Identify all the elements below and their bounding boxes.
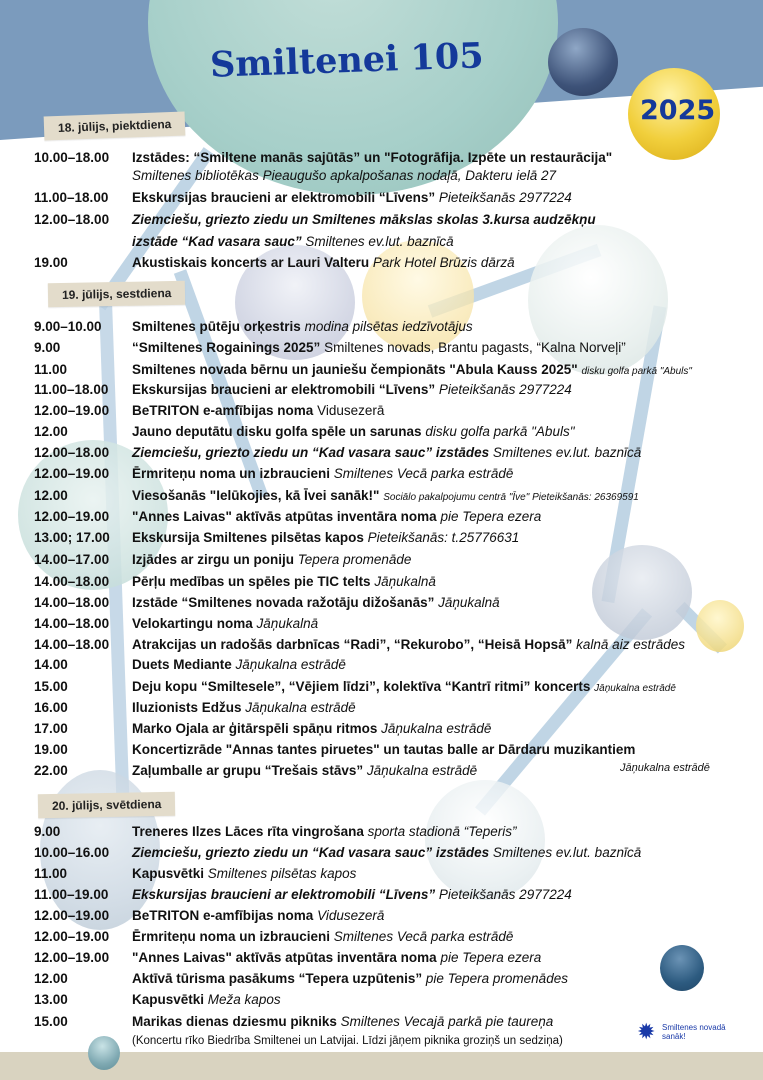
event-place: Smiltenes bibliotēkas Pieaugušo apkalpošanas nodaļā, Dakteru ielā 27 <box>132 168 557 183</box>
event-place: Pieteikšanās: t.25776631 <box>367 530 520 545</box>
logo-star-icon: ✹ <box>637 1019 656 1044</box>
event-title: Koncertizrāde "Annas tantes piruetes" un tautas balle ar Dārdaru muzikantiem <box>132 742 636 757</box>
day-label-2: 19. jūlijs, sestdiena <box>48 281 186 307</box>
event-place: Jāņukalnā <box>374 574 436 589</box>
event-place: Smiltenes ev.lut. baznīcā <box>492 445 642 460</box>
event-title: Izjādes ar zirgu un poniju <box>132 552 295 567</box>
event-time: 14.00–18.00 <box>34 574 110 589</box>
event-time: 12.00 <box>34 971 68 986</box>
event-time: 11.00 <box>34 866 68 881</box>
event-place: Park Hotel Brūzis dārzā <box>372 255 515 270</box>
event-time: 13.00 <box>34 992 68 1007</box>
event-title: Smiltenes novada bērnu un jauniešu čempionāts "Abula Kauss 2025" <box>132 362 578 377</box>
logo-line-2: sanāk! <box>662 1032 686 1041</box>
event-description <box>132 970 568 988</box>
event-place: Jāņukalna estrādē <box>366 763 478 778</box>
event-place: pie Tepera ezera <box>440 950 542 965</box>
event-time: 9.00 <box>34 340 61 355</box>
event-title: Ziemciešu, griezto ziedu un “Kad vasara sauc” izstādes <box>132 845 490 860</box>
event-description <box>132 551 411 569</box>
event-time: 12.00–18.00 <box>34 212 110 227</box>
event-title: Ekskursijas braucieni ar elektromobili “Līvens” <box>132 382 436 397</box>
event-description <box>132 594 500 612</box>
event-place: Jāņukalnā <box>438 595 500 610</box>
event-description <box>132 508 541 526</box>
event-title: Iluzionists Edžus <box>132 700 242 715</box>
event-title: Duets Mediante <box>132 657 232 672</box>
event-time: 12.00–19.00 <box>34 950 110 965</box>
event-place: pie Tepera promenādes <box>425 971 568 986</box>
event-description <box>132 167 556 185</box>
event-description <box>132 886 572 904</box>
event-place: modina pilsētas iedzīvotājus <box>304 319 473 334</box>
event-title: Aktīvā tūrisma pasākums “Tepera uzpūtenis” <box>132 971 423 986</box>
event-title: Deju kopu “Smiltesele”, “Vējiem līdzi”, kolektīva “Kantrī ritmi” koncerts <box>132 679 591 694</box>
event-place: disku golfa parkā "Abuls" <box>581 366 692 377</box>
event-place: Smiltenes Vecajā parkā pie taureņa <box>340 1014 554 1029</box>
footnote <box>132 1032 563 1050</box>
event-title: Ziemciešu, griezto ziedu un Smiltenes mākslas skolas 3.kursa audzēkņu <box>132 212 596 227</box>
event-time: 13.00; 17.00 <box>34 530 110 545</box>
event-time: 11.00–18.00 <box>34 190 109 205</box>
event-description <box>132 949 541 967</box>
event-title: Zaļumballe ar grupu “Trešais stāvs” <box>132 763 364 778</box>
event-title: Viesošanās "Ielūkojies, kā Īvei sanāk!" <box>132 488 380 503</box>
event-description <box>132 823 516 841</box>
event-description <box>132 381 572 399</box>
event-title: Ērmriteņu noma un izbraucieni <box>132 929 331 944</box>
event-time: 12.00–18.00 <box>34 445 110 460</box>
event-title: “Smiltenes Rogainings 2025” <box>132 340 321 355</box>
pearl-navy-decoration <box>548 28 618 96</box>
event-time: 14.00–17.00 <box>34 552 110 567</box>
event-description <box>132 487 639 507</box>
logo-text <box>662 1023 726 1041</box>
event-description <box>132 233 454 251</box>
event-description <box>132 444 641 462</box>
event-place: sporta stadionā “Teperis” <box>367 824 517 839</box>
event-description <box>132 615 318 633</box>
event-place: Smiltenes Vecā parka estrādē <box>333 929 514 944</box>
event-description <box>132 573 436 591</box>
page-title: Smiltenei 105 <box>209 35 485 86</box>
day-label-3: 20. jūlijs, svētdiena <box>38 792 176 818</box>
event-title: Izstāde “Smiltenes novada ražotāju dižošanās” <box>132 595 435 610</box>
event-description <box>132 189 572 207</box>
event-description <box>132 741 635 759</box>
event-time: 10.00–16.00 <box>34 845 110 860</box>
event-place: pie Tepera ezera <box>440 509 542 524</box>
event-title: Ērmriteņu noma un izbraucieni <box>132 466 331 481</box>
event-time: 14.00–18.00 <box>34 595 110 610</box>
event-place: kalnā aiz estrādes <box>576 637 685 652</box>
event-description <box>132 211 596 229</box>
event-time: 9.00–10.00 <box>34 319 102 334</box>
event-time: 11.00–19.00 <box>34 887 109 902</box>
event-description <box>132 254 515 272</box>
event-time: 16.00 <box>34 700 68 715</box>
event-description <box>132 529 519 547</box>
event-title: Kapusvētki <box>132 866 205 881</box>
event-time: 12.00–19.00 <box>34 929 110 944</box>
event-title: Atrakcijas un radošās darbnīcas “Radi”, “Rekurobo”, “Heisā Hopsā” <box>132 637 573 652</box>
event-description <box>132 423 575 441</box>
footnote-text: (Koncertu rīko Biedrība Smiltenei un Latvijai. Līdzi jāņem piknika groziņš un sedziņa) <box>132 1035 563 1047</box>
event-title: Ekskursija Smiltenes pilsētas kapos <box>132 530 364 545</box>
event-place: Pieteikšanās 2977224 <box>438 887 572 902</box>
year-badge: 2025 <box>640 95 716 126</box>
event-time: 12.00–19.00 <box>34 509 110 524</box>
event-description <box>132 928 513 946</box>
event-title: Smiltenes pūtēju orķestris <box>132 319 301 334</box>
event-time: 19.00 <box>34 255 68 270</box>
event-time: 11.00 <box>34 362 68 377</box>
event-description <box>132 149 612 167</box>
event-title: "Annes Laivas" aktīvās atpūtas inventāra noma <box>132 950 437 965</box>
event-time: 11.00–18.00 <box>34 382 109 397</box>
event-title: Treneres Ilzes Lāces rīta vingrošana <box>132 824 364 839</box>
event-title: Kapusvētki <box>132 992 205 1007</box>
event-time: 22.00 <box>34 763 68 778</box>
event-time: 19.00 <box>34 742 68 757</box>
event-place: Jāņukalnā <box>256 616 319 631</box>
event-description <box>132 991 281 1009</box>
event-time: 12.00–19.00 <box>34 466 110 481</box>
event-description <box>132 699 356 717</box>
event-description <box>132 762 477 780</box>
event-time: 12.00–19.00 <box>34 908 110 923</box>
pearl-gray-decoration <box>592 545 692 640</box>
extra-place-note <box>620 759 710 777</box>
event-title: "Annes Laivas" aktīvās atpūtas inventāra noma <box>132 509 437 524</box>
event-time: 12.00 <box>34 488 68 503</box>
event-time: 14.00–18.00 <box>34 637 110 652</box>
event-description <box>132 844 641 862</box>
event-description <box>132 865 356 883</box>
event-place: Vidusezerā <box>317 403 385 418</box>
event-time: 14.00–18.00 <box>34 616 110 631</box>
event-place: disku golfa parkā "Abuls" <box>425 424 575 439</box>
event-time: 14.00 <box>34 657 68 672</box>
event-place: Jāņukalna estrādē <box>235 657 346 672</box>
event-title: izstāde “Kad vasara sauc” <box>132 234 302 249</box>
event-title: BeTRITON e-amfībijas noma <box>132 908 314 923</box>
event-time: 10.00–18.00 <box>34 150 110 165</box>
event-place: Pieteikšanās 2977224 <box>438 382 572 397</box>
event-title: Jauno deputātu disku golfa spēle un sarunas <box>132 424 422 439</box>
event-description <box>132 339 626 357</box>
event-description <box>132 720 491 738</box>
event-time: 12.00–19.00 <box>34 403 110 418</box>
pearl-small-teal-decoration <box>88 1036 120 1070</box>
event-place: Smiltenes Vecā parka estrādē <box>333 466 514 481</box>
event-place: Smiltenes ev.lut. baznīcā <box>492 845 642 860</box>
event-time: 15.00 <box>34 679 68 694</box>
event-time: 15.00 <box>34 1014 68 1029</box>
event-place: Vidusezerā <box>317 908 385 923</box>
event-place: Sociālo pakalpojumu centrā "Īve" Pieteikšanās: 26369591 <box>383 492 639 503</box>
event-time: 12.00 <box>34 424 68 439</box>
event-description <box>132 465 513 483</box>
event-place: Jāņukalna estrādē <box>245 700 356 715</box>
event-title: Ekskursijas braucieni ar elektromobili “Līvens” <box>132 887 436 902</box>
event-title: BeTRITON e-amfībijas noma <box>132 403 314 418</box>
event-place: Jāņukalna estrādē <box>381 721 492 736</box>
event-description <box>132 1013 553 1031</box>
event-place: Meža kapos <box>207 992 281 1007</box>
event-title: Ziemciešu, griezto ziedu un “Kad vasara sauc” izstādes <box>132 445 490 460</box>
event-place: Smiltenes ev.lut. baznīcā <box>305 234 454 249</box>
event-place: Tepera promenāde <box>297 552 412 567</box>
logo-line-1: Smiltenes novadā <box>662 1023 726 1032</box>
event-time: 17.00 <box>34 721 68 736</box>
event-place: Jāņukalna estrādē <box>594 683 676 694</box>
event-description <box>132 907 384 925</box>
event-description <box>132 636 685 654</box>
extra-place-text: Jāņukalna estrādē <box>620 762 710 774</box>
event-description <box>132 678 676 698</box>
event-description <box>132 402 384 420</box>
pearl-small-gold-decoration <box>696 600 744 652</box>
event-title: Izstādes: “Smiltene manās sajūtās” un "Fotogrāfija. Izpēte un restaurācija" <box>132 150 613 165</box>
event-title: Marikas dienas dziesmu pikniks <box>132 1014 337 1029</box>
event-description <box>132 656 346 674</box>
event-time: 9.00 <box>34 824 61 839</box>
event-title: Pērļu medības un spēles pie TIC telts <box>132 574 371 589</box>
event-title: Ekskursijas braucieni ar elektromobili “Līvens” <box>132 190 436 205</box>
pearl-teal-decoration <box>660 945 704 991</box>
day-label-1: 18. jūlijs, piektdiena <box>44 112 186 141</box>
event-title: Akustiskais koncerts ar Lauri Valteru <box>132 255 370 270</box>
event-description <box>132 361 692 381</box>
event-place: Smiltenes novads, Brantu pagasts, “Kalna Norveļi” <box>324 340 626 355</box>
event-title: Velokartingu noma <box>132 616 253 631</box>
logo-smiltenes-novada-sanak <box>637 1021 726 1043</box>
event-place: Smiltenes pilsētas kapos <box>207 866 357 881</box>
event-description <box>132 318 473 336</box>
event-title: Marko Ojala ar ģitārspēli spāņu ritmos <box>132 721 378 736</box>
event-place: Pieteikšanās 2977224 <box>438 190 572 205</box>
